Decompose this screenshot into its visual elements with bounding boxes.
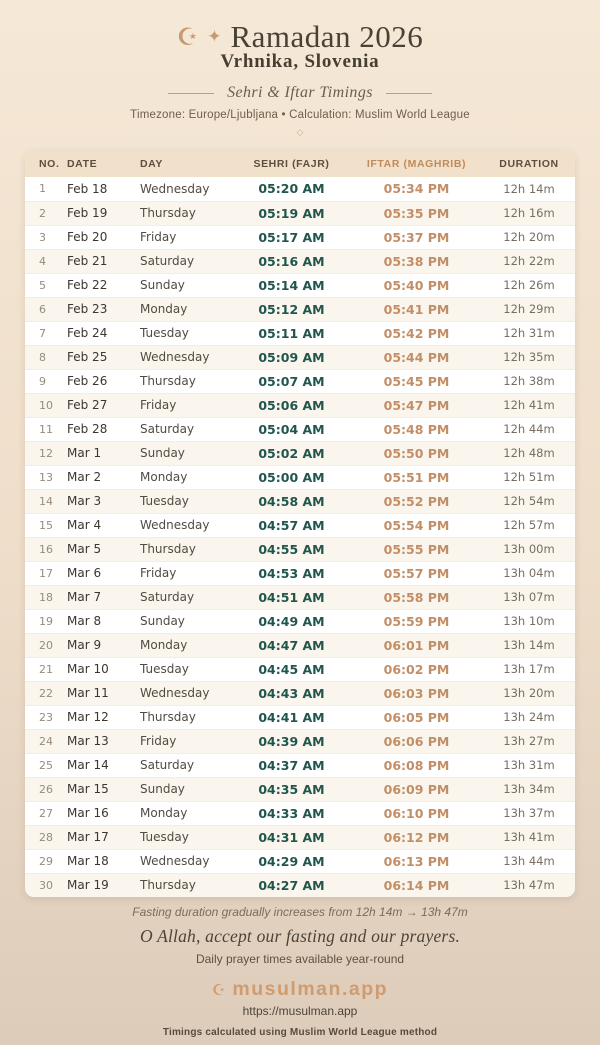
column-header-no: NO. [25,151,65,177]
table-row [25,321,575,345]
cell-duration: 13h 14m [503,638,555,652]
table-row [25,513,575,537]
table-row [25,465,575,489]
cell-no: 12 [39,446,53,460]
cell-day: Wednesday [140,350,210,364]
table-header [25,151,575,177]
cell-day: Saturday [140,422,195,436]
cell-duration: 13h 31m [503,758,555,772]
column-header-date: DATE [65,151,138,177]
table-row [25,825,575,849]
cell-iftar-time: 05:48 PM [383,421,450,437]
table-row [25,681,575,705]
cell-iftar-time: 06:14 PM [383,877,450,893]
cell-iftar-time: 05:50 PM [383,445,450,461]
table-row [25,249,575,273]
cell-no: 14 [39,494,53,508]
cell-duration: 12h 16m [503,206,555,220]
cell-duration: 12h 44m [503,422,555,436]
column-header-duration: DURATION [483,151,575,177]
table-row [25,225,575,249]
cell-no: 9 [39,374,46,388]
cell-day: Friday [140,734,177,748]
cell-iftar-time: 05:58 PM [383,589,450,605]
cell-day: Friday [140,566,177,580]
cell-iftar-time: 05:45 PM [383,373,450,389]
cell-sehri-time: 05:12 AM [258,301,325,317]
cell-date: Mar 5 [67,542,102,556]
table-row [25,393,575,417]
cell-iftar-time: 05:47 PM [383,397,450,413]
cell-sehri-time: 05:19 AM [258,205,325,221]
cell-sehri-time: 04:53 AM [258,565,325,581]
cell-day: Wednesday [140,686,210,700]
duration-trend-note: Fasting duration gradually increases from 12h 14m → 13h 47m [132,905,468,919]
cell-day: Thursday [140,542,196,556]
cell-iftar-time: 05:44 PM [383,349,450,365]
cell-no: 4 [39,254,46,268]
cell-no: 8 [39,350,46,364]
cell-sehri-time: 05:02 AM [258,445,325,461]
cell-no: 23 [39,710,53,724]
cell-date: Mar 12 [67,710,109,724]
table-row [25,369,575,393]
cell-duration: 12h 48m [503,446,555,460]
table-row [25,561,575,585]
page-header [0,0,600,138]
cell-no: 24 [39,734,53,748]
availability-note: Daily prayer times available year-round [195,952,405,966]
cell-duration: 13h 10m [503,614,555,628]
table-row [25,177,575,201]
table-row [25,633,575,657]
table-row [25,417,575,441]
title-line [0,20,600,54]
cell-date: Feb 23 [67,302,108,316]
cell-duration: 13h 41m [503,830,555,844]
table-row [25,297,575,321]
cell-no: 1 [39,182,46,196]
cell-no: 15 [39,518,53,532]
brand-line [0,978,600,1001]
cell-duration: 13h 24m [503,710,555,724]
cell-day: Tuesday [140,830,189,844]
table-row [25,849,575,873]
cell-day: Wednesday [140,181,210,196]
cell-day: Monday [140,302,188,316]
cell-day: Monday [140,638,188,652]
cell-duration: 12h 54m [503,494,555,508]
cell-iftar-time: 06:13 PM [383,853,450,869]
cell-day: Tuesday [140,662,189,676]
cell-no: 27 [39,806,53,820]
cell-sehri-time: 05:16 AM [258,253,325,269]
cell-sehri-time: 05:04 AM [258,421,325,437]
cell-duration: 12h 29m [503,302,555,316]
cell-duration: 12h 57m [503,518,555,532]
brand-url-link[interactable]: https://musulman.app [242,1004,358,1018]
column-header-sehri: SEHRI (FAJR) [233,151,350,177]
cell-sehri-time: 05:06 AM [258,397,325,413]
cell-date: Mar 2 [67,470,102,484]
cell-duration: 13h 44m [503,854,555,868]
cell-day: Monday [140,470,188,484]
page-footer [0,905,600,1038]
cell-iftar-time: 05:59 PM [383,613,450,629]
cell-date: Mar 8 [67,614,102,628]
cell-day: Wednesday [140,854,210,868]
cell-iftar-time: 06:03 PM [383,685,450,701]
table-row [25,273,575,297]
cell-sehri-time: 04:39 AM [258,733,325,749]
cell-iftar-time: 05:37 PM [383,229,450,245]
cell-day: Thursday [140,710,196,724]
cell-sehri-time: 04:57 AM [258,517,325,533]
cell-duration: 12h 31m [503,326,555,340]
table-row [25,873,575,897]
cell-duration: 12h 22m [503,254,555,268]
cell-date: Mar 7 [67,590,102,604]
cell-no: 21 [39,662,53,676]
cell-date: Mar 17 [67,830,109,844]
cell-duration: 13h 47m [503,878,555,893]
cell-date: Feb 19 [67,206,108,220]
cell-iftar-time: 05:41 PM [383,301,450,317]
cell-no: 19 [39,614,53,628]
cell-no: 17 [39,566,53,580]
cell-no: 13 [39,470,53,484]
cell-date: Feb 27 [67,398,108,412]
cell-no: 10 [39,398,53,412]
cell-no: 2 [39,206,46,220]
cell-duration: 13h 34m [503,782,555,796]
cell-duration: 13h 37m [503,806,555,820]
cell-iftar-time: 06:10 PM [383,805,450,821]
cell-day: Thursday [140,206,196,220]
diamond-ornament-icon: ◇ [296,128,304,138]
calculation-method-note: Timings calculated using Muslim World League method [162,1027,438,1038]
timezone-calculation-meta: Timezone: Europe/Ljubljana • Calculation: Muslim World League [130,109,470,121]
cell-sehri-time: 04:55 AM [258,541,325,557]
cell-duration: 13h 20m [503,686,555,700]
cell-sehri-time: 04:49 AM [258,613,325,629]
cell-no: 29 [39,854,53,868]
cell-duration: 13h 04m [503,566,555,580]
cell-date: Feb 21 [67,254,108,268]
cell-iftar-time: 06:02 PM [383,661,450,677]
cell-date: Mar 15 [67,782,109,796]
cell-no: 3 [39,230,46,244]
cell-sehri-time: 04:47 AM [258,637,325,653]
four-pointed-star-icon: ✦ [207,27,222,47]
cell-no: 22 [39,686,53,700]
cell-duration: 12h 26m [503,278,555,292]
cell-day: Monday [140,806,188,820]
cell-sehri-time: 04:41 AM [258,709,325,725]
cell-iftar-time: 05:52 PM [383,493,450,509]
cell-iftar-time: 05:51 PM [383,469,450,485]
cell-date: Mar 14 [67,758,109,772]
cell-date: Feb 25 [67,350,108,364]
table-row [25,609,575,633]
cell-day: Saturday [140,590,195,604]
timings-table-body [25,177,575,897]
subtitle-row [0,84,600,102]
dua-text: O Allah, accept our fasting and our prayers. [139,926,461,946]
cell-date: Feb 24 [67,326,108,340]
cell-no: 16 [39,542,53,556]
cell-sehri-time: 04:33 AM [258,805,325,821]
cell-no: 11 [39,422,53,436]
cell-no: 5 [39,278,46,292]
cell-duration: 12h 35m [503,350,555,364]
cell-date: Mar 1 [67,446,102,460]
cell-duration: 13h 07m [503,590,555,604]
cell-no: 25 [39,758,53,772]
cell-date: Mar 10 [67,662,109,676]
cell-sehri-time: 05:07 AM [258,373,325,389]
table-row [25,729,575,753]
table-row [25,777,575,801]
cell-iftar-time: 05:35 PM [383,205,450,221]
cell-sehri-time: 05:17 AM [258,229,325,245]
cell-sehri-time: 04:31 AM [258,829,325,845]
cell-day: Thursday [140,374,196,388]
cell-day: Wednesday [140,518,210,532]
cell-no: 26 [39,782,53,796]
cell-sehri-time: 05:00 AM [258,469,325,485]
cell-sehri-time: 05:09 AM [258,349,325,365]
table-row [25,657,575,681]
column-header-iftar: IFTAR (MAGHRIB) [350,151,483,177]
cell-sehri-time: 04:37 AM [258,757,325,773]
cell-day: Tuesday [140,326,189,340]
cell-date: Mar 18 [67,854,109,868]
cell-sehri-time: 04:29 AM [258,853,325,869]
table-row [25,585,575,609]
table-row [25,801,575,825]
brand-crescent-icon: ☪ [211,980,226,999]
cell-date: Mar 4 [67,518,102,532]
cell-day: Friday [140,230,177,244]
table-row [25,753,575,777]
cell-iftar-time: 06:09 PM [383,781,450,797]
table-row [25,345,575,369]
cell-day: Tuesday [140,494,189,508]
cell-iftar-time: 06:05 PM [383,709,450,725]
cell-sehri-time: 04:35 AM [258,781,325,797]
divider-line-right [386,93,432,94]
divider-line-left [168,93,214,94]
cell-date: Feb 26 [67,374,108,388]
table-row [25,441,575,465]
cell-duration: 12h 20m [503,230,555,244]
cell-day: Saturday [140,758,195,772]
cell-duration: 13h 00m [503,542,555,556]
cell-iftar-time: 05:40 PM [383,277,450,293]
cell-sehri-time: 04:51 AM [258,589,325,605]
cell-iftar-time: 05:54 PM [383,517,450,533]
cell-iftar-time: 06:01 PM [383,637,450,653]
cell-iftar-time: 06:08 PM [383,757,450,773]
cell-no: 30 [39,878,53,892]
brand-link[interactable]: musulman.app [232,978,389,1000]
cell-iftar-time: 05:38 PM [383,253,450,269]
cell-duration: 12h 51m [503,470,555,484]
cell-duration: 12h 14m [503,181,555,196]
timings-card [25,151,575,897]
cell-duration: 13h 17m [503,662,555,676]
cell-day: Saturday [140,254,195,268]
cell-date: Mar 16 [67,806,109,820]
cell-date: Mar 11 [67,686,109,700]
cell-date: Mar 13 [67,734,109,748]
cell-iftar-time: 05:55 PM [383,541,450,557]
cell-day: Sunday [140,446,185,460]
cell-date: Feb 28 [67,422,108,436]
cell-day: Friday [140,398,177,412]
cell-iftar-time: 05:34 PM [383,181,450,197]
cell-no: 6 [39,302,46,316]
cell-day: Thursday [140,878,196,893]
cell-sehri-time: 05:11 AM [258,325,325,341]
cell-iftar-time: 05:57 PM [383,565,450,581]
cell-date: Feb 22 [67,278,108,292]
cell-duration: 13h 27m [503,734,555,748]
cell-sehri-time: 05:20 AM [258,181,325,197]
cell-sehri-time: 04:43 AM [258,685,325,701]
cell-iftar-time: 05:42 PM [383,325,450,341]
cell-duration: 12h 38m [503,374,555,388]
cell-date: Mar 6 [67,566,102,580]
cell-no: 18 [39,590,53,604]
cell-iftar-time: 06:06 PM [383,733,450,749]
cell-sehri-time: 04:27 AM [258,877,325,893]
crescent-moon-icon: ☪ [176,23,199,51]
cell-sehri-time: 04:58 AM [258,493,325,509]
cell-day: Sunday [140,278,185,292]
table-row [25,489,575,513]
cell-duration: 12h 41m [503,398,555,412]
cell-no: 7 [39,326,46,340]
cell-no: 20 [39,638,53,652]
location-subtitle: Vrhnika, Slovenia [220,51,380,72]
column-header-day: DAY [138,151,233,177]
cell-iftar-time: 06:12 PM [383,829,450,845]
table-row [25,537,575,561]
cell-sehri-time: 04:45 AM [258,661,325,677]
cell-date: Feb 18 [67,181,108,196]
cell-day: Sunday [140,614,185,628]
cell-day: Sunday [140,782,185,796]
cell-date: Mar 19 [67,878,109,893]
cell-date: Mar 9 [67,638,102,652]
cell-sehri-time: 05:14 AM [258,277,325,293]
page-title: Ramadan 2026 [230,19,424,54]
cell-date: Feb 20 [67,230,108,244]
table-row [25,201,575,225]
cell-no: 28 [39,830,53,844]
timings-subtitle: Sehri & Iftar Timings [227,84,373,101]
timings-table [25,151,575,897]
cell-date: Mar 3 [67,494,102,508]
table-row [25,705,575,729]
